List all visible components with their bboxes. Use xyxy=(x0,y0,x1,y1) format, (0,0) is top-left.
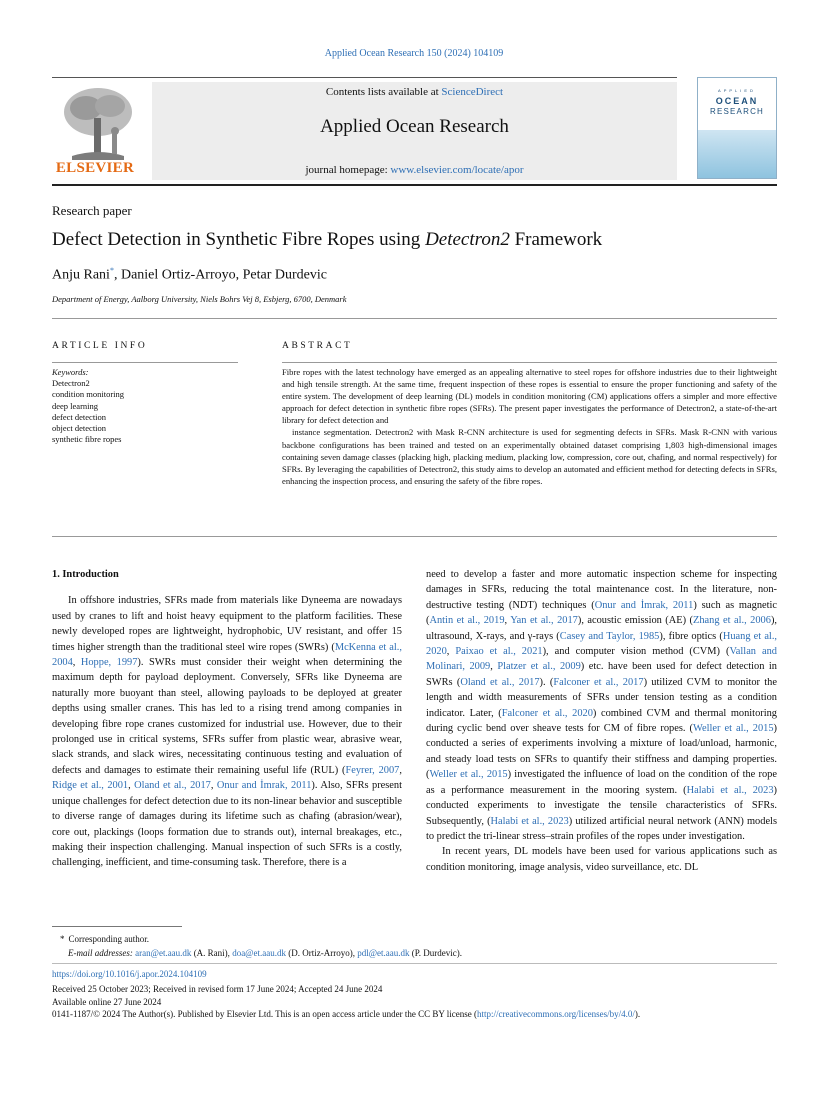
reference-link[interactable]: Huang et al., 2020 xyxy=(426,630,778,658)
license-text-end: ). xyxy=(634,1009,641,1019)
abstract-heading: ABSTRACT xyxy=(282,341,353,351)
text-run: ). SWRs must consider their weight when determining the maximum depth for payload deployment. Conversely, SFRs like Dyneema are naturally more buoyant than steel, allowing payloads to be deployed at greater depths using smaller cranes. This has led to a rising trend among companies in developing fibre rope cranes customized for industrial use. However, due to their prolonged use in critical systems, SFRs suffer from plastic wear, abrasive wear, slack strands, and slack wires, necessitating continuous testing and evaluation of defects and damages to estimate their remaining useful life (RUL) ( xyxy=(52,657,402,776)
cover-line-research: RESEARCH xyxy=(709,107,765,116)
reference-link[interactable]: Weller et al., 2015 xyxy=(429,769,508,781)
text-run: ) conducted experiments to investigate the tensile characteristics of SFRs. Subsequently, ( xyxy=(426,784,777,827)
text-run: ), acoustic emission (AE) ( xyxy=(577,615,694,627)
reference-link[interactable]: Weller et al., 2015 xyxy=(692,723,774,735)
reference-link[interactable]: Antin et al., 2019 xyxy=(429,615,505,627)
reference-link[interactable]: McKenna et al., 2004 xyxy=(52,641,403,669)
reference-link[interactable]: Paixao et al., 2021 xyxy=(455,646,543,658)
homepage-prefix: journal homepage: xyxy=(305,164,391,176)
keyword: object detection xyxy=(52,423,107,434)
body-column-right xyxy=(426,567,777,875)
text-run: ) investigated the influence of load on the condition of the rope as a performance measurement in the mooring system. ( xyxy=(426,769,777,796)
reference-link[interactable]: Zhang et al., 2006 xyxy=(693,615,771,627)
abstract-paragraph: Fibre ropes with the latest technology have emerged as an appealing alternative to steel ropes for offshore industries due to their lightweight and high tensile strength. At the same time, frequent inspection of these ropes is essential to ensure the proper functioning and safety of the entire system. The development of deep learning (DL) models in condition monitoring (CM) applications offers a simpler and more effective approach for defect detection in synthetic fibre ropes (SFRs). The present paper investigates the performance of Detectron2, a state-of-the-art library for defect detection and xyxy=(282,367,777,426)
keywords-list xyxy=(52,378,124,446)
affiliation: Department of Energy, Aalborg University, Niels Bohrs Vej 8, Esbjerg, 6700, Denmark xyxy=(52,294,347,304)
abstract-rule xyxy=(282,362,777,363)
keyword: defect detection xyxy=(52,411,107,422)
text-run: ) etc. have been used for defect detection in SWRs ( xyxy=(426,661,777,688)
text-run: ). ( xyxy=(539,676,554,688)
text-run: ), and computer vision method (CVM) ( xyxy=(542,646,730,658)
license-line xyxy=(52,1009,640,1019)
cover-line-applied: APPLIED xyxy=(718,88,756,93)
keyword: Detectron2 xyxy=(52,378,90,388)
text-run: ), fibre optics ( xyxy=(659,630,723,642)
text-run: ) such as magnetic ( xyxy=(426,599,778,627)
footnote-mark: * xyxy=(60,934,65,944)
email-link[interactable]: aran@et.aau.dk xyxy=(135,948,192,958)
reference-link[interactable]: Platzer et al., 2009 xyxy=(497,661,581,673)
author-name[interactable]: Daniel Ortiz-Arroyo xyxy=(120,267,236,283)
introduction-heading: 1. Introduction xyxy=(52,569,119,580)
article-info-rule xyxy=(52,362,238,363)
reference-link[interactable]: Feyrer, 2007 xyxy=(345,764,400,776)
abstract-body xyxy=(282,366,777,487)
author-list: Anju Rani*, Daniel Ortiz-Arroyo, Petar Durdevic xyxy=(52,266,327,283)
license-link[interactable]: http://creativecommons.org/licenses/by/4.0/ xyxy=(477,1009,635,1019)
keywords-label: Keywords: xyxy=(52,367,89,377)
reference-link[interactable]: Falconer et al., 2017 xyxy=(553,676,644,688)
corresponding-author-note xyxy=(60,934,149,944)
body-column-left xyxy=(52,567,402,871)
text-run: need to develop a faster and more automatic inspection scheme for inspecting damages in SFRs, reducing the total maintenance cost. In the literature, non-destructive testing (NDT) techniques ( xyxy=(426,569,777,611)
abstract-paragraph: instance segmentation. Detectron2 with Mask R-CNN architecture is used for segmenting defects in SFRs. Mask R-CNN with various backbone configurations has been trained and tested on an experimentally obtained dataset comprising 1,803 high-dimensional images containing seven damage classes (placking high, placking medium, placking low, compression, core out, chafing, and normal respectively) for SFRs. By leveraging the capabilities of Detectron2, this study aims to develop an automated and efficient method for detecting defects in SFRs, enhancing the inspection process, and ensuring the safety of the fibre ropes. xyxy=(282,427,777,486)
reference-link[interactable]: Oland et al., 2017 xyxy=(134,780,211,792)
text-run: ) utilized artificial neural network (ANN) models to predict the tri-linear stress–strain profiles of the ropes under investigation. xyxy=(426,815,777,842)
email-owner: (A. Rani), xyxy=(191,948,233,958)
footnote-rule xyxy=(52,926,182,927)
title-end: Framework xyxy=(509,229,603,250)
elsevier-wordmark: ELSEVIER xyxy=(55,160,135,176)
reference-link[interactable]: Halabi et al., 2023 xyxy=(490,815,569,827)
corresponding-text: Corresponding author. xyxy=(68,934,149,944)
text-run: ) combined CVM and thermal monitoring during cyclic bend over sheave tests for CM of fibre ropes. ( xyxy=(426,707,778,735)
body-paragraph: In recent years, DL models have been used for various applications such as condition monitoring, image analysis, video surveillance, etc. DL xyxy=(426,846,777,873)
reference-link[interactable]: Falconer et al., 2020 xyxy=(501,707,593,719)
text-run: ) conducted a series of experiments involving a mixture of load/unload, harmonic, and steady load tests on SFRs to quantify their stiffness and damping properties. ( xyxy=(426,723,778,781)
reference-link[interactable]: Casey and Taylor, 1985 xyxy=(559,630,660,642)
body-paragraph: In offshore industries, SFRs made from materials like Dyneema are nowadays used by cranes to lift and hoist heavy equipment to the platform facilities. These newly developed ropes are lightweight, hydrophobic, UV resistant, and offer 15 times higher strength than the traditional steel wire ropes (SWRs) (McKenna et al., 2004, Hoppe, 1997). SWRs must consider their weight when determining the maximum depth for payload deployment. Conversely, SFRs like Dyneema are naturally more buoyant than steel, allowing payloads to be deployed at greater depths using smaller cranes. This has led to a rising trend among companies in developing fibre rope cranes customized for industrial use. However, due to their prolonged use in critical systems, SFRs suffer from plastic wear, abrasive wear, slack strands, and slack wires, necessitating continuous testing and evaluation of defects and damages to estimate their remaining useful life (RUL) (Feyrer, 2007, Ridge et al., 2001, Oland et al., 2017, Onur and İmrak, 2011). Also, SFRs present unique challenges for defect detection due to its non-linear behavior and susceptible to diverse range of damages during its lifetime such as chafing (abrasion/wear), core out, plackings (loops formation due to strands out), internal breakages, etc., making their inspection challenging. Manual inspection of such SFRs is a costly, challenging, inefficient, and time-consuming task. Therefore, there is a xyxy=(52,595,403,869)
title-italic: Detectron2 xyxy=(425,229,510,250)
keyword: deep learning xyxy=(52,400,99,411)
paper-type: Research paper xyxy=(52,203,132,218)
keyword: synthetic fibre ropes xyxy=(52,434,122,445)
reference-link[interactable]: Onur and İmrak, 2011 xyxy=(594,599,694,611)
author-name[interactable]: Anju Rani xyxy=(52,267,110,283)
doi-link[interactable]: https://doi.org/10.1016/j.apor.2024.104109 xyxy=(52,969,207,979)
body-paragraph: need to develop a faster and more automatic inspection scheme for inspecting damages in SFRs, reducing the total maintenance cost. In the literature, non-destructive testing (NDT) techniques (Onur and İmrak, 2011) such as magnetic (Antin et al., 2019, Yan et al., 2017), acoustic emission (AE) (Zhang et al., 2006), ultrasound, X-rays, and γ-rays (Casey and Taylor, 1985), fibre optics (Huang et al., 2020, Paixao et al., 2021), and computer vision method (CVM) (Vallan and Molinari, 2009, Platzer et al., 2009) etc. have been used for defect detection in SWRs (Oland et al., 2017). (Falconer et al., 2017) utilized CVM to monitor the length and width measurements of SFRs under tension testing as a condition indicator. Later, (Falconer et al., 2020) combined CVM and thermal monitoring during cyclic bend over sheave tests for CM of fibre ropes. (Weller et al., 2015) conducted a series of experiments involving a mixture of load/unload, harmonic, and steady load tests on SFRs to quantify their stiffness and damping properties. (Weller et al., 2015) investigated the influence of load on the condition of the rope as a performance measurement in the mooring system. (Halabi et al., 2023) conducted experiments to investigate the tensile characteristics of SFRs. Subsequently, (Halabi et al., 2023) utilized artificial neural network (ANN) models to predict the tri-linear stress–strain profiles of the ropes under investigation. xyxy=(426,569,778,842)
text-run: In offshore industries, SFRs made from materials like Dyneema are nowadays used by cranes to lift and hoist heavy equipment to the platform facilities. These newly developed ropes are lightweight, hydrophobic, UV resistant, and offer 15 times higher strength than the traditional steel wire ropes (SWRs) ( xyxy=(52,595,402,653)
email-addresses xyxy=(68,948,462,958)
title-rule xyxy=(52,318,777,319)
journal-citation[interactable]: Applied Ocean Research 150 (2024) 104109 xyxy=(324,48,504,59)
corresponding-mark[interactable]: * xyxy=(109,266,114,275)
footnote-divider xyxy=(52,963,777,964)
reference-link[interactable]: Oland et al., 2017 xyxy=(460,676,540,688)
reference-link[interactable]: Hoppe, 1997 xyxy=(80,657,138,669)
reference-link[interactable]: Vallan and Molinari, 2009 xyxy=(426,646,777,673)
license-text: 0141-1187/© 2024 The Author(s). Published by Elsevier Ltd. This is an open access article under the CC BY license ( xyxy=(52,1009,478,1019)
email-link[interactable]: doa@et.aau.dk xyxy=(232,948,286,958)
email-link[interactable]: pdl@et.aau.dk xyxy=(357,948,410,958)
received-dates: Received 25 October 2023; Received in revised form 17 June 2024; Accepted 24 June 2024 xyxy=(52,984,383,994)
email-label: E-mail addresses: xyxy=(68,948,133,958)
article-info-heading: ARTICLE INFO xyxy=(52,341,148,351)
cover-line-ocean: OCEAN xyxy=(715,96,759,106)
homepage-link[interactable]: www.elsevier.com/locate/apor xyxy=(390,164,524,176)
journal-cover-thumbnail[interactable] xyxy=(697,77,777,179)
keyword: condition monitoring xyxy=(52,389,125,400)
reference-link[interactable]: Halabi et al., 2023 xyxy=(686,784,774,796)
contents-line xyxy=(152,86,677,98)
reference-link[interactable]: Onur and İmrak, 2011 xyxy=(216,780,312,792)
header-bottom-rule xyxy=(52,184,777,186)
title-start: Defect Detection in Synthetic Fibre Ropes using xyxy=(52,229,426,250)
text-run: ). Also, SFRs present unique challenges for defect detection due to its non-linear behavior and susceptible to diverse range of damages during its lifetime such as chafing (abrasion/wear), core out, plackings (loops formation due to strands out), internal breakages, etc., making their inspection challenging. Manual inspection of such SFRs is a costly, challenging, inefficient, and time-consuming task. Therefore, there is a xyxy=(52,780,402,869)
header-top-rule xyxy=(52,77,677,78)
reference-link[interactable]: Ridge et al., 2001 xyxy=(52,780,129,792)
email-owner: (D. Ortiz-Arroyo), xyxy=(285,948,358,958)
contents-prefix: Contents lists available at xyxy=(325,86,442,98)
body-rule xyxy=(52,536,777,537)
text-run: ), ultrasound, X-rays, and γ-rays ( xyxy=(426,615,778,642)
sciencedirect-link[interactable]: ScienceDirect xyxy=(441,86,504,98)
paper-title xyxy=(52,229,772,251)
journal-title: Applied Ocean Research xyxy=(320,116,509,137)
email-owner: (P. Durdevic). xyxy=(409,948,462,958)
journal-homepage xyxy=(152,164,677,176)
reference-link[interactable]: Yan et al., 2017 xyxy=(510,615,578,627)
author-name[interactable]: Petar Durdevic xyxy=(242,267,327,283)
online-date: Available online 27 June 2024 xyxy=(52,997,162,1007)
text-run: ) utilized CVM to monitor the length and width measurements of SFRs under tension testing as a condition indicator. Later, ( xyxy=(426,676,777,719)
